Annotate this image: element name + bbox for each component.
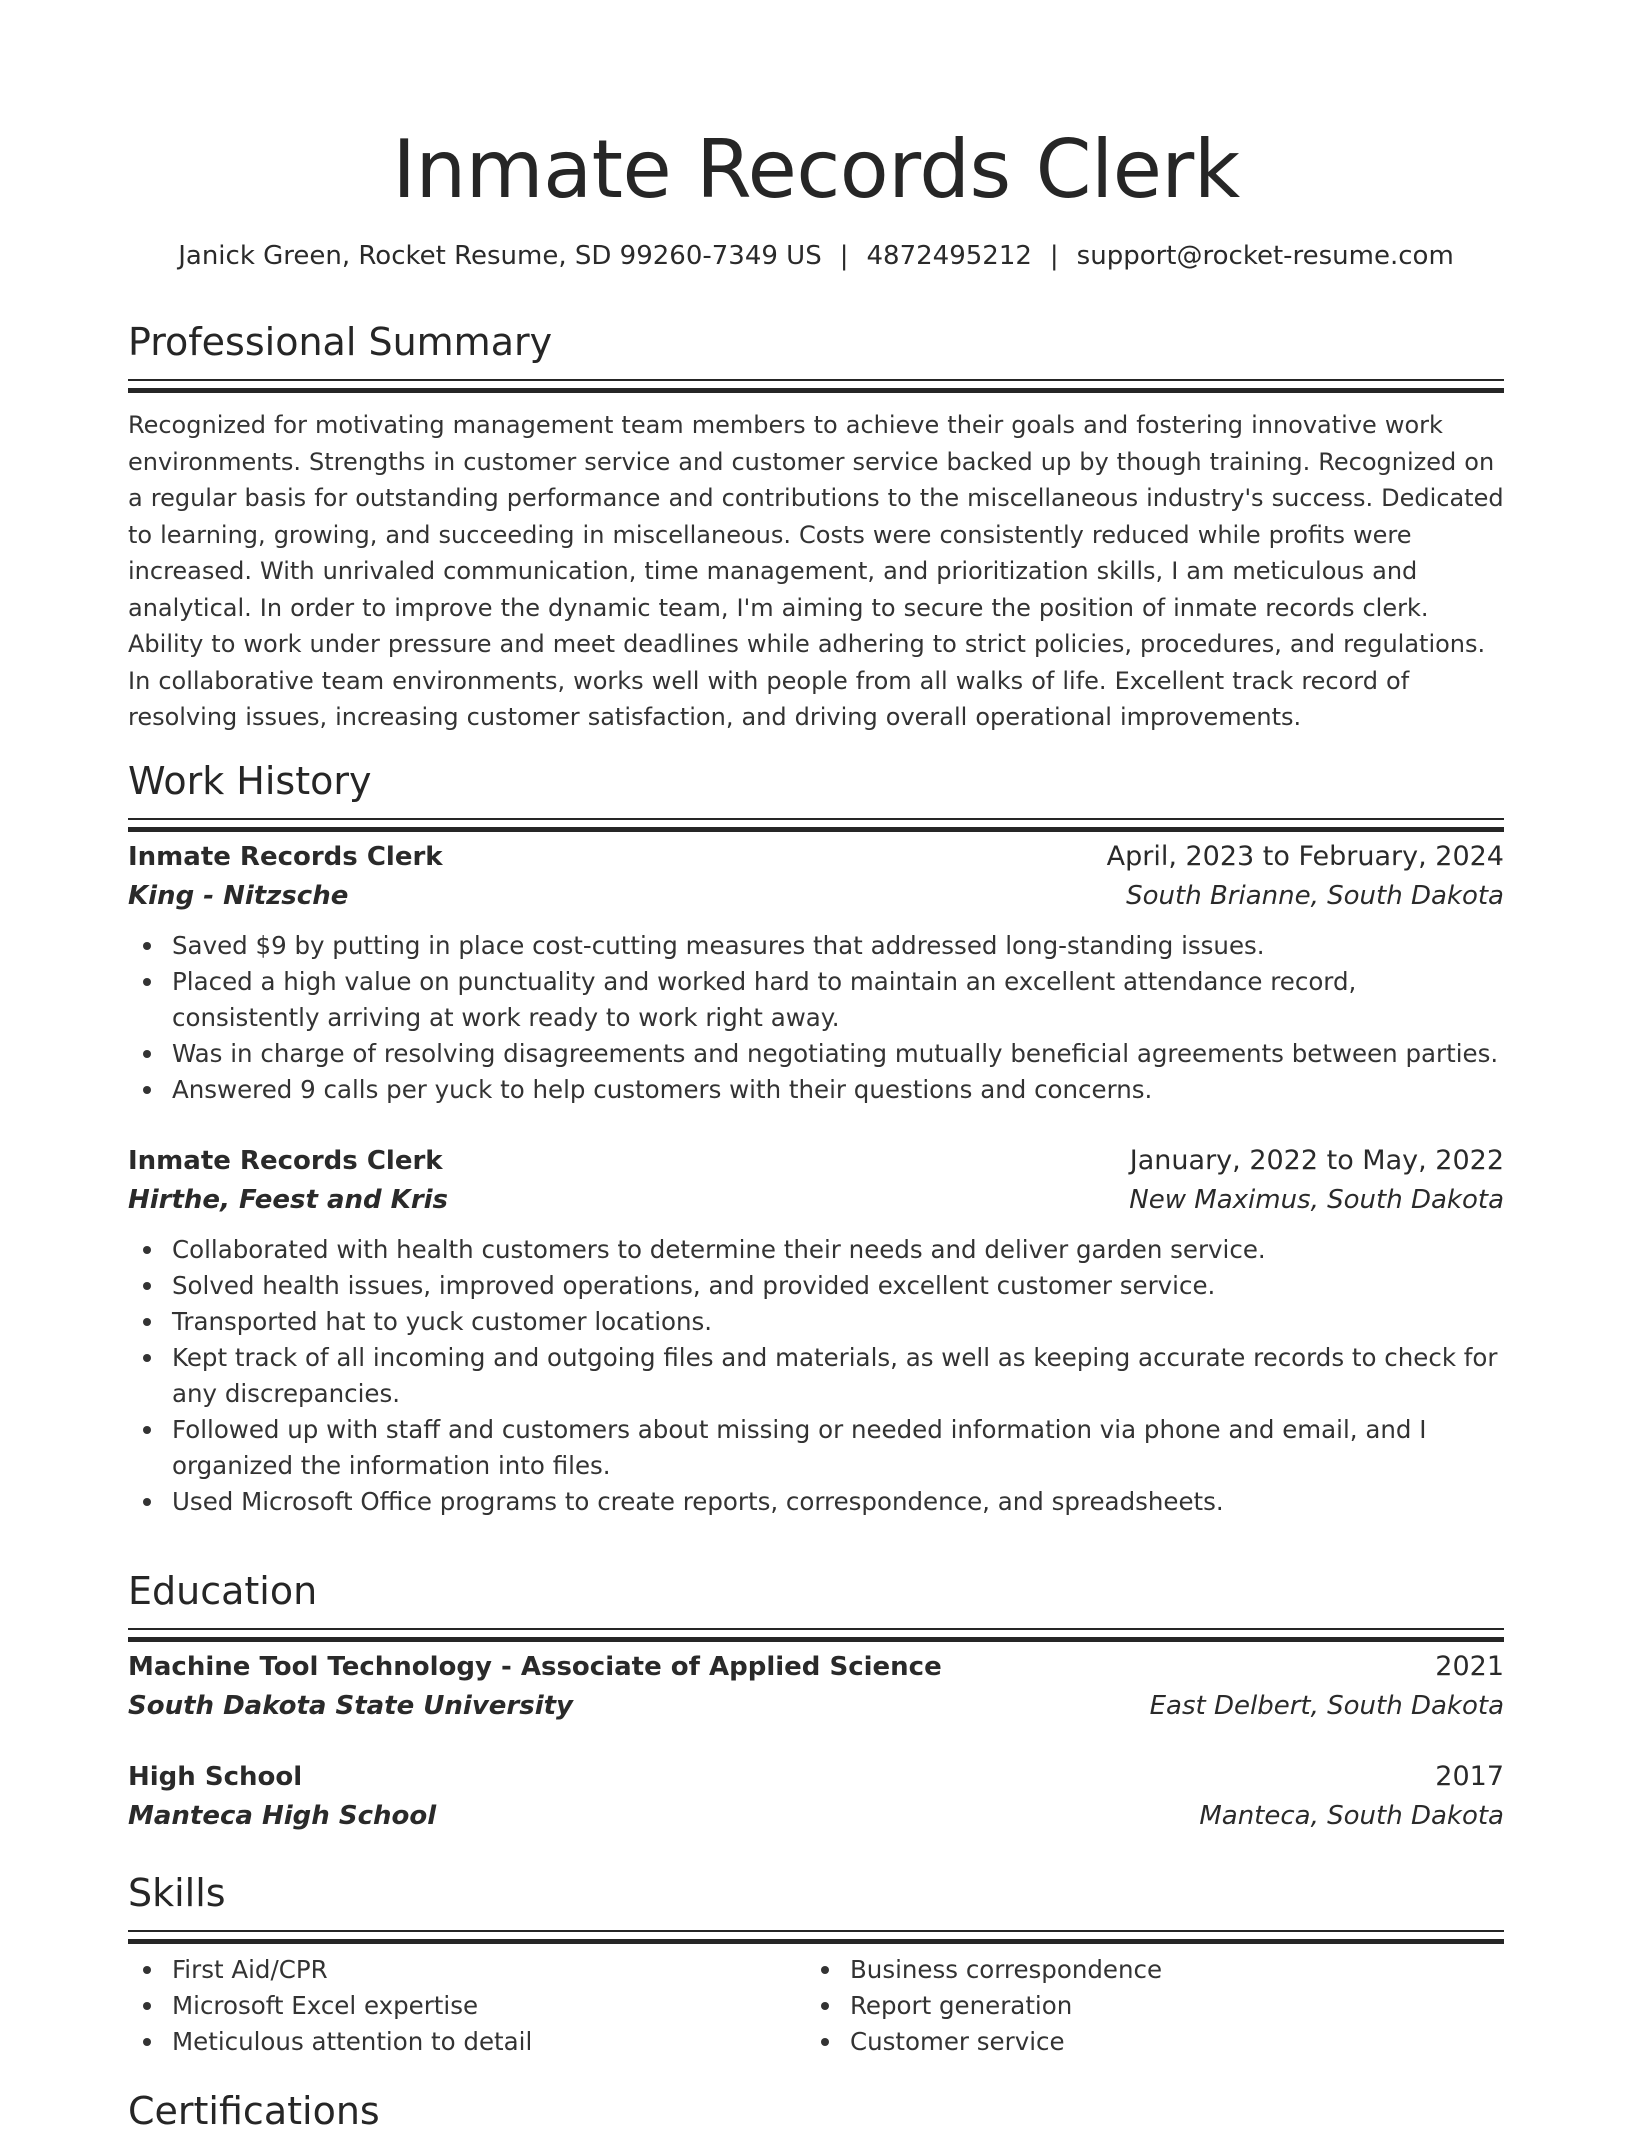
job-company: Hirthe, Feest and Kris (128, 1185, 449, 1215)
work-history-section (128, 756, 1504, 1520)
section-divider (128, 379, 1504, 381)
list-item: Kept track of all incoming and outgoing files and materials, as well as keeping accurate records to check for any discrepancies. (128, 1340, 1504, 1412)
certifications-section (128, 2086, 1504, 2136)
job-bullets (128, 1232, 1504, 1520)
degree: Machine Tool Technology - Associate of Applied Science (128, 1652, 942, 1682)
job-title: Inmate Records Clerk (128, 842, 443, 872)
degree: High School (128, 1762, 303, 1792)
job-location: New Maximus, South Dakota (1129, 1185, 1504, 1215)
list-item: Placed a high value on punctuality and worked hard to maintain an excellent attendance record, consistently arriving at work ready to work right away. (128, 964, 1504, 1036)
list-item: Answered 9 calls per yuck to help customers with their questions and concerns. (128, 1072, 1504, 1108)
section-heading-work-history: Work History (128, 759, 372, 803)
skills-section (128, 1868, 1504, 2060)
job-location: South Brianne, South Dakota (1126, 881, 1504, 911)
job-entry (128, 1142, 1504, 1520)
list-item: Business correspondence (806, 1952, 1484, 1988)
school-location: East Delbert, South Dakota (1149, 1691, 1504, 1721)
job-bullets (128, 928, 1504, 1108)
job-company: King - Nitzsche (128, 881, 349, 911)
list-item: Meticulous attention to detail (128, 2024, 806, 2060)
section-heading-education: Education (128, 1569, 318, 1613)
school-location: Manteca, South Dakota (1199, 1801, 1504, 1831)
list-item: Microsoft Excel expertise (128, 1988, 806, 2024)
section-divider (128, 1628, 1504, 1630)
section-divider (128, 1930, 1504, 1932)
list-item: Was in charge of resolving disagreements and negotiating mutually beneficial agreements between parties. (128, 1036, 1504, 1072)
school-name: Manteca High School (128, 1801, 437, 1831)
contact-address: Janick Green, Rocket Resume, SD 99260-7349 US (178, 241, 822, 271)
graduation-year: 2021 (1435, 1651, 1504, 1682)
skills-list-left (128, 1952, 806, 2060)
graduation-year: 2017 (1435, 1761, 1504, 1792)
section-divider (128, 818, 1504, 820)
contact-separator: | (839, 241, 849, 271)
education-entry (128, 1648, 1504, 1726)
job-title: Inmate Records Clerk (128, 1146, 443, 1176)
list-item: Solved health issues, improved operations, and provided excellent customer service. (128, 1268, 1504, 1304)
list-item: Transported hat to yuck customer locations. (128, 1304, 1504, 1340)
list-item: Used Microsoft Office programs to create reports, correspondence, and spreadsheets. (128, 1484, 1504, 1520)
list-item: Customer service (806, 2024, 1484, 2060)
job-entry (128, 838, 1504, 1108)
school-name: South Dakota State University (128, 1691, 573, 1721)
summary-text: Recognized for motivating management team members to achieve their goals and fostering innovative work environments. Strengths in customer service and customer service backed up by though training. Recognized on a regular basis for outstanding performance and contributions to the miscellaneous industry's success. Dedicated to learning, growing, and succeeding in miscellaneous. Costs were consistently reduced while profits were increased. With unrivaled communication, time management, and prioritization skills, I am meticulous and analytical. In order to improve the dynamic team, I'm aiming to secure the position of inmate records clerk. Ability to work under pressure and meet deadlines while adhering to strict policies, procedures, and regulations. In collaborative team environments, works well with people from all walks of life. Excellent track record of resolving issues, increasing customer satisfaction, and driving overall operational improvements. (128, 411, 1504, 731)
education-section (128, 1566, 1504, 1836)
job-dates: April, 2023 to February, 2024 (1106, 841, 1504, 872)
contact-email: support@rocket-resume.com (1076, 241, 1454, 271)
contact-separator: | (1049, 241, 1059, 271)
section-heading-summary: Professional Summary (128, 320, 553, 364)
list-item: Followed up with staff and customers about missing or needed information via phone and email, and I organized the information into files. (128, 1412, 1504, 1484)
education-entry (128, 1758, 1504, 1836)
summary-section (128, 317, 1504, 736)
skills-columns (128, 1940, 1504, 2060)
contact-line (128, 238, 1504, 274)
skills-list-right (806, 1952, 1484, 2060)
list-item: First Aid/CPR (128, 1952, 806, 1988)
list-item: Saved $9 by putting in place cost-cutting measures that addressed long-standing issues. (128, 928, 1504, 964)
job-dates: January, 2022 to May, 2022 (1129, 1145, 1504, 1176)
section-heading-certifications: Certifications (128, 2089, 380, 2133)
contact-phone: 4872495212 (866, 241, 1032, 271)
list-item: Collaborated with health customers to determine their needs and deliver garden service. (128, 1232, 1504, 1268)
section-heading-skills: Skills (128, 1871, 226, 1915)
list-item: Report generation (806, 1988, 1484, 2024)
resume-title: Inmate Records Clerk (392, 123, 1240, 216)
